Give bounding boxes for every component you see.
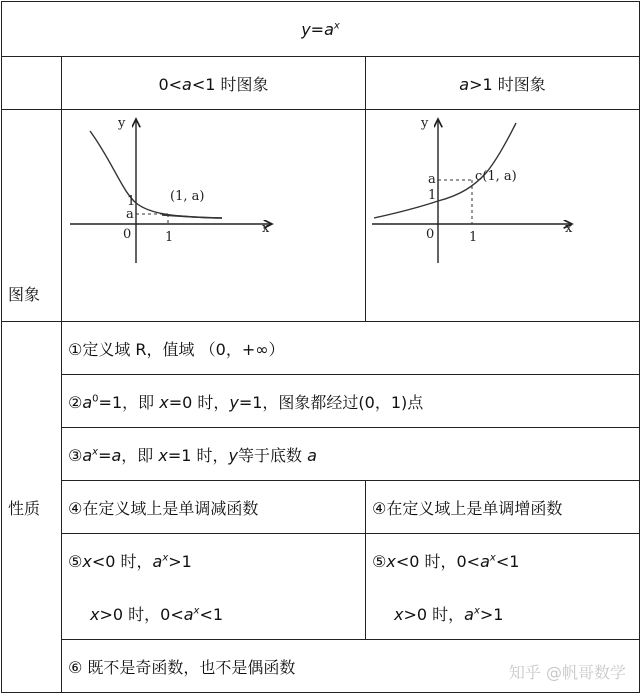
label-tick1: 1 bbox=[165, 229, 174, 245]
watermark: 知乎 @帆哥数学 bbox=[508, 663, 626, 682]
graph-left-cell bbox=[62, 110, 366, 322]
graph-decreasing bbox=[62, 111, 364, 321]
prop-row-3 bbox=[2, 428, 640, 481]
graph-row-label: 图象 bbox=[8, 285, 41, 304]
exponential-function-table bbox=[1, 1, 640, 693]
prop-row-2 bbox=[2, 375, 640, 428]
title-y: y bbox=[301, 19, 311, 39]
column-header-row bbox=[2, 57, 640, 110]
prop-row-5 bbox=[2, 534, 640, 640]
blank-header-cell bbox=[2, 57, 62, 110]
graph-right-cell bbox=[366, 110, 640, 322]
title-exp: x bbox=[333, 20, 340, 32]
decreasing-curve bbox=[90, 131, 222, 218]
prop-row-1 bbox=[2, 322, 640, 375]
label-point: (1, a) bbox=[170, 188, 205, 204]
props-label: 性质 bbox=[8, 498, 41, 518]
col-header-left: 0<a<1 时图象 bbox=[62, 57, 366, 110]
label-y: y bbox=[118, 115, 126, 131]
props-label-cell bbox=[2, 322, 62, 693]
label-zero: 0 bbox=[426, 226, 435, 242]
graph-row-label-cell bbox=[2, 110, 62, 322]
label-one: 1 bbox=[127, 193, 136, 209]
label-y: y bbox=[421, 115, 429, 131]
table-title bbox=[2, 2, 640, 57]
label-one: 1 bbox=[428, 187, 437, 203]
label-zero: 0 bbox=[123, 226, 132, 242]
title-eq: = bbox=[310, 19, 325, 39]
label-a: a bbox=[126, 206, 134, 222]
prop-6: ⑥ 既不是奇函数，也不是偶函数 bbox=[62, 640, 640, 693]
label-x: x bbox=[262, 220, 270, 236]
prop-4-right: ④在定义域上是单调增函数 bbox=[366, 481, 640, 534]
prop-row-4 bbox=[2, 481, 640, 534]
label-point: c(1, a) bbox=[475, 168, 517, 184]
prop-3: $③a^x=a$，即 x=1 时，y等于底数 a bbox=[62, 428, 640, 481]
graph-increasing bbox=[366, 111, 638, 321]
label-tick1: 1 bbox=[469, 229, 478, 245]
graph-row bbox=[2, 110, 640, 322]
label-a: a bbox=[428, 171, 436, 187]
prop-5-right: ⑤x<0 时，$0<a^x<1$ x>0 时，$a^x>1$ bbox=[366, 534, 640, 640]
title-row bbox=[2, 2, 640, 57]
prop-1: ①定义域 R，值域 （0，+∞） bbox=[62, 322, 640, 375]
prop-5-left: ⑤x<0 时，$a^x>1$ x>0 时，$0<a^x<1$ bbox=[62, 534, 366, 640]
prop-2: $②a^0=1$，即 x=0 时，y=1，图象都经过(0，1)点 bbox=[62, 375, 640, 428]
prop-4-left: ④在定义域上是单调减函数 bbox=[62, 481, 366, 534]
title-a: a bbox=[324, 19, 334, 39]
label-x: x bbox=[565, 220, 573, 236]
col-header-right: a>1 时图象 bbox=[366, 57, 640, 110]
